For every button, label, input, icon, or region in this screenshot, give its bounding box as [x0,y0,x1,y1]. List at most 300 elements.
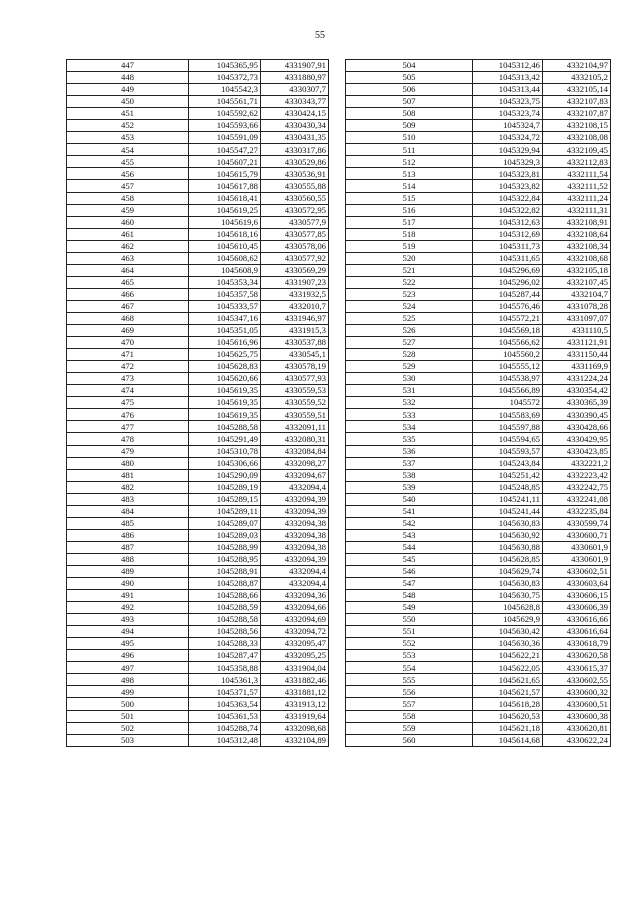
x-coordinate-cell: 1045630,83 [473,578,543,590]
y-coordinate-cell: 4331882,46 [261,674,329,686]
point-number-cell: 454 [67,144,189,156]
y-coordinate-cell: 4332098,27 [261,457,329,469]
y-coordinate-cell: 4332108,08 [543,132,611,144]
point-number-cell: 452 [67,120,189,132]
x-coordinate-cell: 1045361,3 [189,674,261,686]
y-coordinate-cell: 4330577,92 [261,252,329,264]
point-number-cell: 553 [346,650,473,662]
x-coordinate-cell: 1045291,49 [189,433,261,445]
x-coordinate-cell: 1045561,71 [189,96,261,108]
y-coordinate-cell: 4330390,45 [543,409,611,421]
point-number-cell: 528 [346,349,473,361]
x-coordinate-cell: 1045323,75 [473,96,543,108]
table-row [346,385,611,397]
point-number-cell: 555 [346,674,473,686]
point-number-cell: 456 [67,168,189,180]
table-row [346,276,611,288]
x-coordinate-cell: 1045547,27 [189,144,261,156]
x-coordinate-cell: 1045313,42 [473,72,543,84]
x-coordinate-cell: 1045358,88 [189,662,261,674]
y-coordinate-cell: 4332107,87 [543,108,611,120]
point-number-cell: 497 [67,662,189,674]
y-coordinate-cell: 4332105,14 [543,84,611,96]
y-coordinate-cell: 4332223,42 [543,469,611,481]
y-coordinate-cell: 4330354,42 [543,385,611,397]
y-coordinate-cell: 4331907,91 [261,60,329,72]
point-number-cell: 514 [346,180,473,192]
point-number-cell: 463 [67,252,189,264]
table-row [346,457,611,469]
table-row [67,674,329,686]
x-coordinate-cell: 1045610,45 [189,240,261,252]
page-number: 55 [315,30,325,41]
table-row [67,469,329,481]
point-number-cell: 468 [67,312,189,324]
y-coordinate-cell: 4332094,4 [261,481,329,493]
x-coordinate-cell: 1045288,74 [189,722,261,734]
x-coordinate-cell: 1045371,57 [189,686,261,698]
point-number-cell: 476 [67,409,189,421]
table-row [67,192,329,204]
x-coordinate-cell: 1045597,88 [473,421,543,433]
y-coordinate-cell: 4330343,77 [261,96,329,108]
table-row [67,529,329,541]
point-number-cell: 492 [67,602,189,614]
point-number-cell: 518 [346,228,473,240]
y-coordinate-cell: 4332094,36 [261,590,329,602]
point-number-cell: 501 [67,710,189,722]
table-row [67,565,329,577]
x-coordinate-cell: 1045538,97 [473,373,543,385]
point-number-cell: 489 [67,565,189,577]
y-coordinate-cell: 4330429,95 [543,433,611,445]
x-coordinate-cell: 1045243,84 [473,457,543,469]
y-coordinate-cell: 4331169,9 [543,361,611,373]
y-coordinate-cell: 4331915,3 [261,325,329,337]
x-coordinate-cell: 1045363,54 [189,698,261,710]
x-coordinate-cell: 1045566,62 [473,337,543,349]
point-number-cell: 538 [346,469,473,481]
x-coordinate-cell: 1045617,88 [189,180,261,192]
point-number-cell: 559 [346,722,473,734]
point-number-cell: 458 [67,192,189,204]
point-number-cell: 477 [67,421,189,433]
y-coordinate-cell: 4330618,79 [543,638,611,650]
point-number-cell: 483 [67,493,189,505]
x-coordinate-cell: 1045322,82 [473,204,543,216]
x-coordinate-cell: 1045288,59 [189,602,261,614]
table-row [346,264,611,276]
y-coordinate-cell: 4332105,2 [543,72,611,84]
point-number-cell: 510 [346,132,473,144]
point-number-cell: 498 [67,674,189,686]
table-row [67,541,329,553]
x-coordinate-cell: 1045312,46 [473,60,543,72]
x-coordinate-cell: 1045287,44 [473,288,543,300]
table-row [67,240,329,252]
table-row [346,144,611,156]
y-coordinate-cell: 4330307,7 [261,84,329,96]
table-row [346,662,611,674]
y-coordinate-cell: 4331907,23 [261,276,329,288]
table-row [67,108,329,120]
y-coordinate-cell: 4332242,75 [543,481,611,493]
y-coordinate-cell: 4330423,85 [543,445,611,457]
y-coordinate-cell: 4330620,58 [543,650,611,662]
table-row [346,240,611,252]
y-coordinate-cell: 4330578,19 [261,361,329,373]
table-row [346,698,611,710]
y-coordinate-cell: 4330569,29 [261,264,329,276]
table-row [346,96,611,108]
point-number-cell: 508 [346,108,473,120]
table-row [346,300,611,312]
table-row [67,252,329,264]
table-row [67,288,329,300]
y-coordinate-cell: 4332111,24 [543,192,611,204]
point-number-cell: 473 [67,373,189,385]
x-coordinate-cell: 1045288,95 [189,553,261,565]
table-row [67,72,329,84]
point-number-cell: 556 [346,686,473,698]
point-number-cell: 557 [346,698,473,710]
x-coordinate-cell: 1045288,33 [189,638,261,650]
x-coordinate-cell: 1045608,9 [189,264,261,276]
y-coordinate-cell: 4330602,55 [543,674,611,686]
y-coordinate-cell: 4331913,12 [261,698,329,710]
point-number-cell: 507 [346,96,473,108]
table-row [346,734,611,746]
table-row [67,228,329,240]
y-coordinate-cell: 4330622,24 [543,734,611,746]
x-coordinate-cell: 1045630,42 [473,626,543,638]
table-row [67,397,329,409]
x-coordinate-cell: 1045312,48 [189,734,261,746]
x-coordinate-cell: 1045583,69 [473,409,543,421]
point-number-cell: 459 [67,204,189,216]
point-number-cell: 455 [67,156,189,168]
x-coordinate-cell: 1045625,75 [189,349,261,361]
y-coordinate-cell: 4332109,45 [543,144,611,156]
point-number-cell: 531 [346,385,473,397]
table-row [346,722,611,734]
table-row [67,602,329,614]
table-row [346,108,611,120]
x-coordinate-cell: 1045618,41 [189,192,261,204]
y-coordinate-cell: 4332094,39 [261,553,329,565]
x-coordinate-cell: 1045322,84 [473,192,543,204]
table-row [67,445,329,457]
x-coordinate-cell: 1045288,56 [189,626,261,638]
x-coordinate-cell: 1045628,83 [189,361,261,373]
y-coordinate-cell: 4330424,15 [261,108,329,120]
x-coordinate-cell: 1045310,78 [189,445,261,457]
point-number-cell: 549 [346,602,473,614]
x-coordinate-cell: 1045576,46 [473,300,543,312]
table-row [67,96,329,108]
y-coordinate-cell: 4330616,64 [543,626,611,638]
point-number-cell: 469 [67,325,189,337]
point-number-cell: 520 [346,252,473,264]
point-number-cell: 494 [67,626,189,638]
y-coordinate-cell: 4330577,93 [261,373,329,385]
y-coordinate-cell: 4332080,31 [261,433,329,445]
x-coordinate-cell: 1045618,16 [189,228,261,240]
x-coordinate-cell: 1045620,53 [473,710,543,722]
table-row [346,626,611,638]
table-row [67,264,329,276]
point-number-cell: 558 [346,710,473,722]
y-coordinate-cell: 4332094,4 [261,578,329,590]
point-number-cell: 487 [67,541,189,553]
point-number-cell: 453 [67,132,189,144]
x-coordinate-cell: 1045622,05 [473,662,543,674]
table-row [67,168,329,180]
point-number-cell: 488 [67,553,189,565]
y-coordinate-cell: 4330620,81 [543,722,611,734]
point-number-cell: 490 [67,578,189,590]
table-row [67,276,329,288]
table-row [67,312,329,324]
y-coordinate-cell: 4331121,91 [543,337,611,349]
x-coordinate-cell: 1045630,88 [473,541,543,553]
y-coordinate-cell: 4330606,15 [543,590,611,602]
x-coordinate-cell: 1045329,94 [473,144,543,156]
table-row [346,469,611,481]
table-row [346,578,611,590]
table-row [67,325,329,337]
table-row [67,505,329,517]
y-coordinate-cell: 4330615,37 [543,662,611,674]
table-row [67,614,329,626]
table-row [67,710,329,722]
point-number-cell: 522 [346,276,473,288]
y-coordinate-cell: 4330602,51 [543,565,611,577]
table-row [346,337,611,349]
x-coordinate-cell: 1045619,25 [189,204,261,216]
table-row [346,373,611,385]
x-coordinate-cell: 1045572,21 [473,312,543,324]
x-coordinate-cell: 1045621,18 [473,722,543,734]
x-coordinate-cell: 1045248,85 [473,481,543,493]
table-row [67,144,329,156]
point-number-cell: 546 [346,565,473,577]
point-number-cell: 532 [346,397,473,409]
x-coordinate-cell: 1045621,57 [473,686,543,698]
table-row [346,638,611,650]
y-coordinate-cell: 4332094,66 [261,602,329,614]
table-row [346,288,611,300]
y-coordinate-cell: 4332105,18 [543,264,611,276]
x-coordinate-cell: 1045288,66 [189,590,261,602]
table-row [67,734,329,746]
point-number-cell: 535 [346,433,473,445]
x-coordinate-cell: 1045615,79 [189,168,261,180]
y-coordinate-cell: 4330572,95 [261,204,329,216]
table-row [67,373,329,385]
y-coordinate-cell: 4332091,11 [261,421,329,433]
y-coordinate-cell: 4330365,39 [543,397,611,409]
point-number-cell: 500 [67,698,189,710]
x-coordinate-cell: 1045619,35 [189,409,261,421]
y-coordinate-cell: 4330600,71 [543,529,611,541]
table-row [67,662,329,674]
point-number-cell: 542 [346,517,473,529]
x-coordinate-cell: 1045628,85 [473,553,543,565]
x-coordinate-cell: 1045251,42 [473,469,543,481]
point-number-cell: 511 [346,144,473,156]
x-coordinate-cell: 1045594,65 [473,433,543,445]
table-row [67,481,329,493]
point-number-cell: 464 [67,264,189,276]
table-row [346,325,611,337]
y-coordinate-cell: 4331919,64 [261,710,329,722]
y-coordinate-cell: 4330430,34 [261,120,329,132]
x-coordinate-cell: 1045311,65 [473,252,543,264]
x-coordinate-cell: 1045608,62 [189,252,261,264]
y-coordinate-cell: 4330428,66 [543,421,611,433]
point-number-cell: 548 [346,590,473,602]
table-row [346,312,611,324]
x-coordinate-cell: 1045555,12 [473,361,543,373]
x-coordinate-cell: 1045361,53 [189,710,261,722]
y-coordinate-cell: 4330536,91 [261,168,329,180]
x-coordinate-cell: 1045296,69 [473,264,543,276]
point-number-cell: 560 [346,734,473,746]
table-row [346,541,611,553]
point-number-cell: 451 [67,108,189,120]
point-number-cell: 503 [67,734,189,746]
table-row [346,349,611,361]
point-number-cell: 529 [346,361,473,373]
x-coordinate-cell: 1045621,65 [473,674,543,686]
x-coordinate-cell: 1045593,66 [189,120,261,132]
y-coordinate-cell: 4331881,12 [261,686,329,698]
y-coordinate-cell: 4332094,39 [261,493,329,505]
x-coordinate-cell: 1045289,03 [189,529,261,541]
table-row [346,445,611,457]
x-coordinate-cell: 1045622,21 [473,650,543,662]
y-coordinate-cell: 4332094,67 [261,469,329,481]
table-row [67,698,329,710]
table-row [67,337,329,349]
x-coordinate-cell: 1045351,05 [189,325,261,337]
table-row [346,361,611,373]
x-coordinate-cell: 1045619,6 [189,216,261,228]
y-coordinate-cell: 4332108,91 [543,216,611,228]
point-number-cell: 481 [67,469,189,481]
x-coordinate-cell: 1045618,28 [473,698,543,710]
y-coordinate-cell: 4330601,9 [543,553,611,565]
y-coordinate-cell: 4330529,86 [261,156,329,168]
point-number-cell: 519 [346,240,473,252]
table-row [67,686,329,698]
y-coordinate-cell: 4331946,97 [261,312,329,324]
y-coordinate-cell: 4330555,88 [261,180,329,192]
table-row [67,590,329,602]
point-number-cell: 551 [346,626,473,638]
table-row [346,421,611,433]
point-number-cell: 524 [346,300,473,312]
x-coordinate-cell: 1045630,92 [473,529,543,541]
point-number-cell: 482 [67,481,189,493]
table-row [346,650,611,662]
point-number-cell: 450 [67,96,189,108]
table-row [67,120,329,132]
y-coordinate-cell: 4330600,51 [543,698,611,710]
table-row [346,409,611,421]
y-coordinate-cell: 4332094,39 [261,505,329,517]
table-row [346,565,611,577]
y-coordinate-cell: 4332094,38 [261,517,329,529]
x-coordinate-cell: 1045289,07 [189,517,261,529]
x-coordinate-cell: 1045288,99 [189,541,261,553]
point-number-cell: 466 [67,288,189,300]
table-row [346,60,611,72]
y-coordinate-cell: 4332107,45 [543,276,611,288]
x-coordinate-cell: 1045296,02 [473,276,543,288]
x-coordinate-cell: 1045287,47 [189,650,261,662]
y-coordinate-cell: 4332112,83 [543,156,611,168]
point-number-cell: 504 [346,60,473,72]
y-coordinate-cell: 4330600,32 [543,686,611,698]
table-row [346,686,611,698]
y-coordinate-cell: 4332098,68 [261,722,329,734]
y-coordinate-cell: 4330537,88 [261,337,329,349]
y-coordinate-cell: 4331110,5 [543,325,611,337]
table-row [67,457,329,469]
point-number-cell: 485 [67,517,189,529]
x-coordinate-cell: 1045607,21 [189,156,261,168]
x-coordinate-cell: 1045630,83 [473,517,543,529]
point-number-cell: 475 [67,397,189,409]
point-number-cell: 449 [67,84,189,96]
point-number-cell: 491 [67,590,189,602]
y-coordinate-cell: 4332235,84 [543,505,611,517]
table-row [346,204,611,216]
table-row [346,614,611,626]
table-row [67,493,329,505]
y-coordinate-cell: 4332107,83 [543,96,611,108]
y-coordinate-cell: 4330616,66 [543,614,611,626]
table-row [67,84,329,96]
point-number-cell: 554 [346,662,473,674]
point-number-cell: 505 [346,72,473,84]
x-coordinate-cell: 1045311,73 [473,240,543,252]
table-row [346,529,611,541]
table-row [346,216,611,228]
y-coordinate-cell: 4330606,39 [543,602,611,614]
y-coordinate-cell: 4330317,86 [261,144,329,156]
table-row [346,710,611,722]
point-number-cell: 516 [346,204,473,216]
x-coordinate-cell: 1045288,58 [189,421,261,433]
y-coordinate-cell: 4331880,97 [261,72,329,84]
x-coordinate-cell: 1045313,44 [473,84,543,96]
y-coordinate-cell: 4332108,34 [543,240,611,252]
y-coordinate-cell: 4332094,38 [261,529,329,541]
point-number-cell: 460 [67,216,189,228]
y-coordinate-cell: 4332094,72 [261,626,329,638]
point-number-cell: 472 [67,361,189,373]
y-coordinate-cell: 4332095,25 [261,650,329,662]
point-number-cell: 447 [67,60,189,72]
x-coordinate-cell: 1045288,58 [189,614,261,626]
table-row [67,626,329,638]
table-row [346,252,611,264]
x-coordinate-cell: 1045323,82 [473,180,543,192]
x-coordinate-cell: 1045560,2 [473,349,543,361]
